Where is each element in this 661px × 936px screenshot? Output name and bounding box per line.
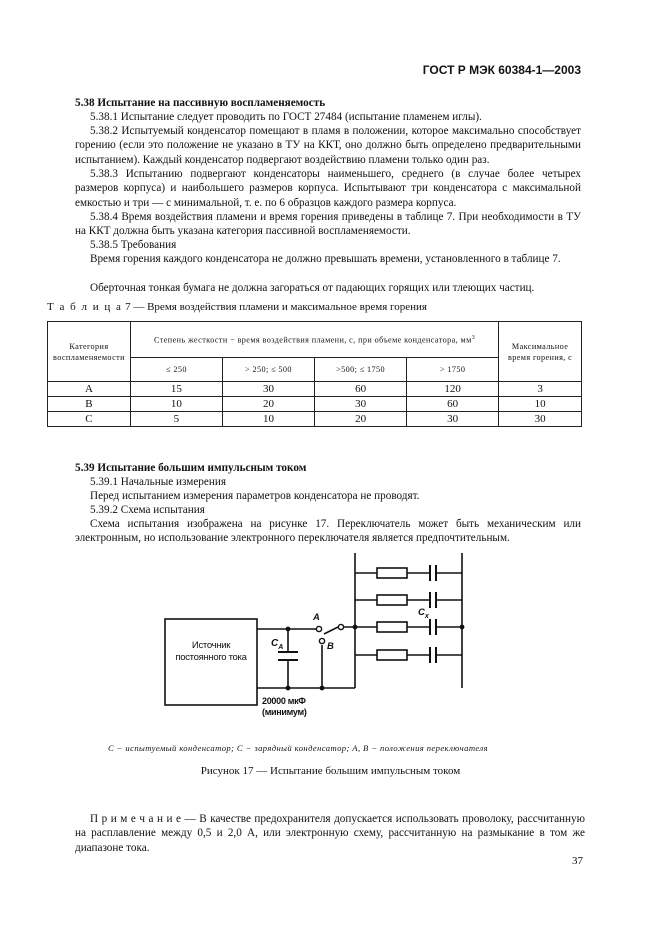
cap-a-label-main: C bbox=[271, 638, 279, 649]
note bbox=[75, 812, 585, 855]
table-row bbox=[48, 397, 582, 412]
sub-header-1: ≤ 250 bbox=[130, 358, 222, 382]
para-no-measure: Перед испытанием измерения параметров конденсатора не проводят. bbox=[90, 490, 420, 502]
para-5385: 5.38.5 Требования bbox=[90, 239, 177, 251]
figure-caption: Рисунок 17 — Испытание большим импульсным током bbox=[200, 765, 461, 777]
para-5382: 5.38.2 Испытуемый конденсатор помещают в пламя в положении, которое максимально способствует горению (если это положение не указано в ТУ на ККТ, оно должно быть определено предварительными испытанием). Каждый конденсатор подвергают воздействию пламени только один раз. bbox=[75, 125, 581, 166]
section-538-title: 5.38 Испытание на пассивную воспламеняемость bbox=[75, 97, 326, 109]
table-7 bbox=[47, 321, 582, 427]
sub-header-3: >500; ≤ 1750 bbox=[315, 358, 407, 382]
para-5392: 5.39.2 Схема испытания bbox=[90, 504, 205, 516]
para-5381: 5.38.1 Испытание следует проводить по ГОСТ 27484 (испытание пламенем иглы). bbox=[90, 111, 482, 123]
circuit-diagram bbox=[0, 545, 661, 725]
cell-v1: 5 bbox=[130, 412, 222, 427]
cell-v1: 15 bbox=[130, 382, 222, 397]
table-caption bbox=[47, 301, 427, 313]
cap-a-label bbox=[271, 638, 283, 651]
page-number: 37 bbox=[572, 855, 583, 867]
cap-x-label bbox=[418, 607, 429, 620]
cell-cat: C bbox=[48, 412, 131, 427]
table-caption-prefix: Т а б л и ц а bbox=[47, 301, 123, 313]
branch-4 bbox=[355, 647, 462, 663]
para-5383: 5.38.3 Испытанию подвергают конденсаторы наименьшего, среднего (в случае более четырех размеров корпуса) и наибольшего размеров корпуса. Испытывают три конденсатора с максимальной емкостью и три — с минимальной, т. е. по 6 образцов каждого размера корпуса. bbox=[75, 168, 581, 209]
branch-1 bbox=[355, 565, 462, 581]
switch-b-label: B bbox=[327, 641, 334, 652]
para-time: Время горения каждого конденсатора не должно превышать времени, установленного в таблице 7. bbox=[90, 253, 561, 265]
cap-value-label: 20000 мкФ (минимум) bbox=[262, 696, 307, 717]
cell-v4: 120 bbox=[407, 382, 499, 397]
cell-v4: 60 bbox=[407, 397, 499, 412]
cell-v3: 20 bbox=[315, 412, 407, 427]
table-row bbox=[48, 382, 582, 397]
cap-x-label-sub: x bbox=[424, 612, 429, 620]
cell-cat: A bbox=[48, 382, 131, 397]
col-header-severity bbox=[130, 322, 498, 358]
table-caption-text: 7 — Время воздействия пламени и максимальное время горения bbox=[125, 301, 427, 313]
cell-v2: 20 bbox=[222, 397, 314, 412]
note-text: — В качестве предохранителя допускается использовать проволоку, рассчитанную на расплавление между 0,5 и 2,0 А, или электронную схему, рассчитанную на размыкание в том же диапазоне тока. bbox=[75, 813, 585, 854]
cell-v2: 10 bbox=[222, 412, 314, 427]
cell-cat: B bbox=[48, 397, 131, 412]
para-5391: 5.39.1 Начальные измерения bbox=[90, 476, 226, 488]
switch-a-label: A bbox=[313, 612, 320, 623]
standard-header: ГОСТ Р МЭК 60384-1—2003 bbox=[422, 63, 581, 77]
para-paper: Оберточная тонкая бумага не должна загораться от падающих горящих или тлеющих частиц. bbox=[90, 282, 535, 294]
para-scheme: Схема испытания изображена на рисунке 17. Переключатель может быть механическим или электронным, но использование электронного переключателя является предпочтительным. bbox=[75, 518, 581, 545]
cell-max: 30 bbox=[499, 412, 582, 427]
cap-a-label-sub: A bbox=[278, 644, 284, 651]
branch-2 bbox=[355, 592, 462, 608]
sub-header-2: > 250; ≤ 500 bbox=[222, 358, 314, 382]
col-header-category: Категория воспламеняемости bbox=[48, 322, 131, 382]
figure-legend: C − испытуемый конденсатор; C − зарядный конденсатор; A, B − положения переключателя bbox=[108, 743, 488, 753]
cell-max: 10 bbox=[499, 397, 582, 412]
sub-header-4: > 1750 bbox=[407, 358, 499, 382]
table-row bbox=[48, 412, 582, 427]
dc-source-label: Источник постоянного тока bbox=[175, 640, 247, 663]
col-header-severity-sup: 3 bbox=[471, 335, 476, 342]
cell-v3: 60 bbox=[315, 382, 407, 397]
note-prefix: П р и м е ч а н и е bbox=[90, 813, 181, 825]
cell-v2: 30 bbox=[222, 382, 314, 397]
cell-v3: 30 bbox=[315, 397, 407, 412]
col-header-max: Максимальное время горения, с bbox=[499, 322, 582, 382]
section-539-title: 5.39 Испытание большим импульсным током bbox=[75, 462, 307, 474]
para-5384: 5.38.4 Время воздействия пламени и время горения приведены в таблице 7. При необходимости в ТУ на ККТ должна быть указана категория пассивной воспламеняемости. bbox=[75, 211, 581, 238]
cell-v1: 10 bbox=[130, 397, 222, 412]
cell-v4: 30 bbox=[407, 412, 499, 427]
cap-x-label-main: C bbox=[418, 607, 425, 618]
col-header-severity-text: Степень жесткости − время воздействия пламени, с, при объеме конденсатора, мм bbox=[154, 335, 472, 345]
cell-max: 3 bbox=[499, 382, 582, 397]
